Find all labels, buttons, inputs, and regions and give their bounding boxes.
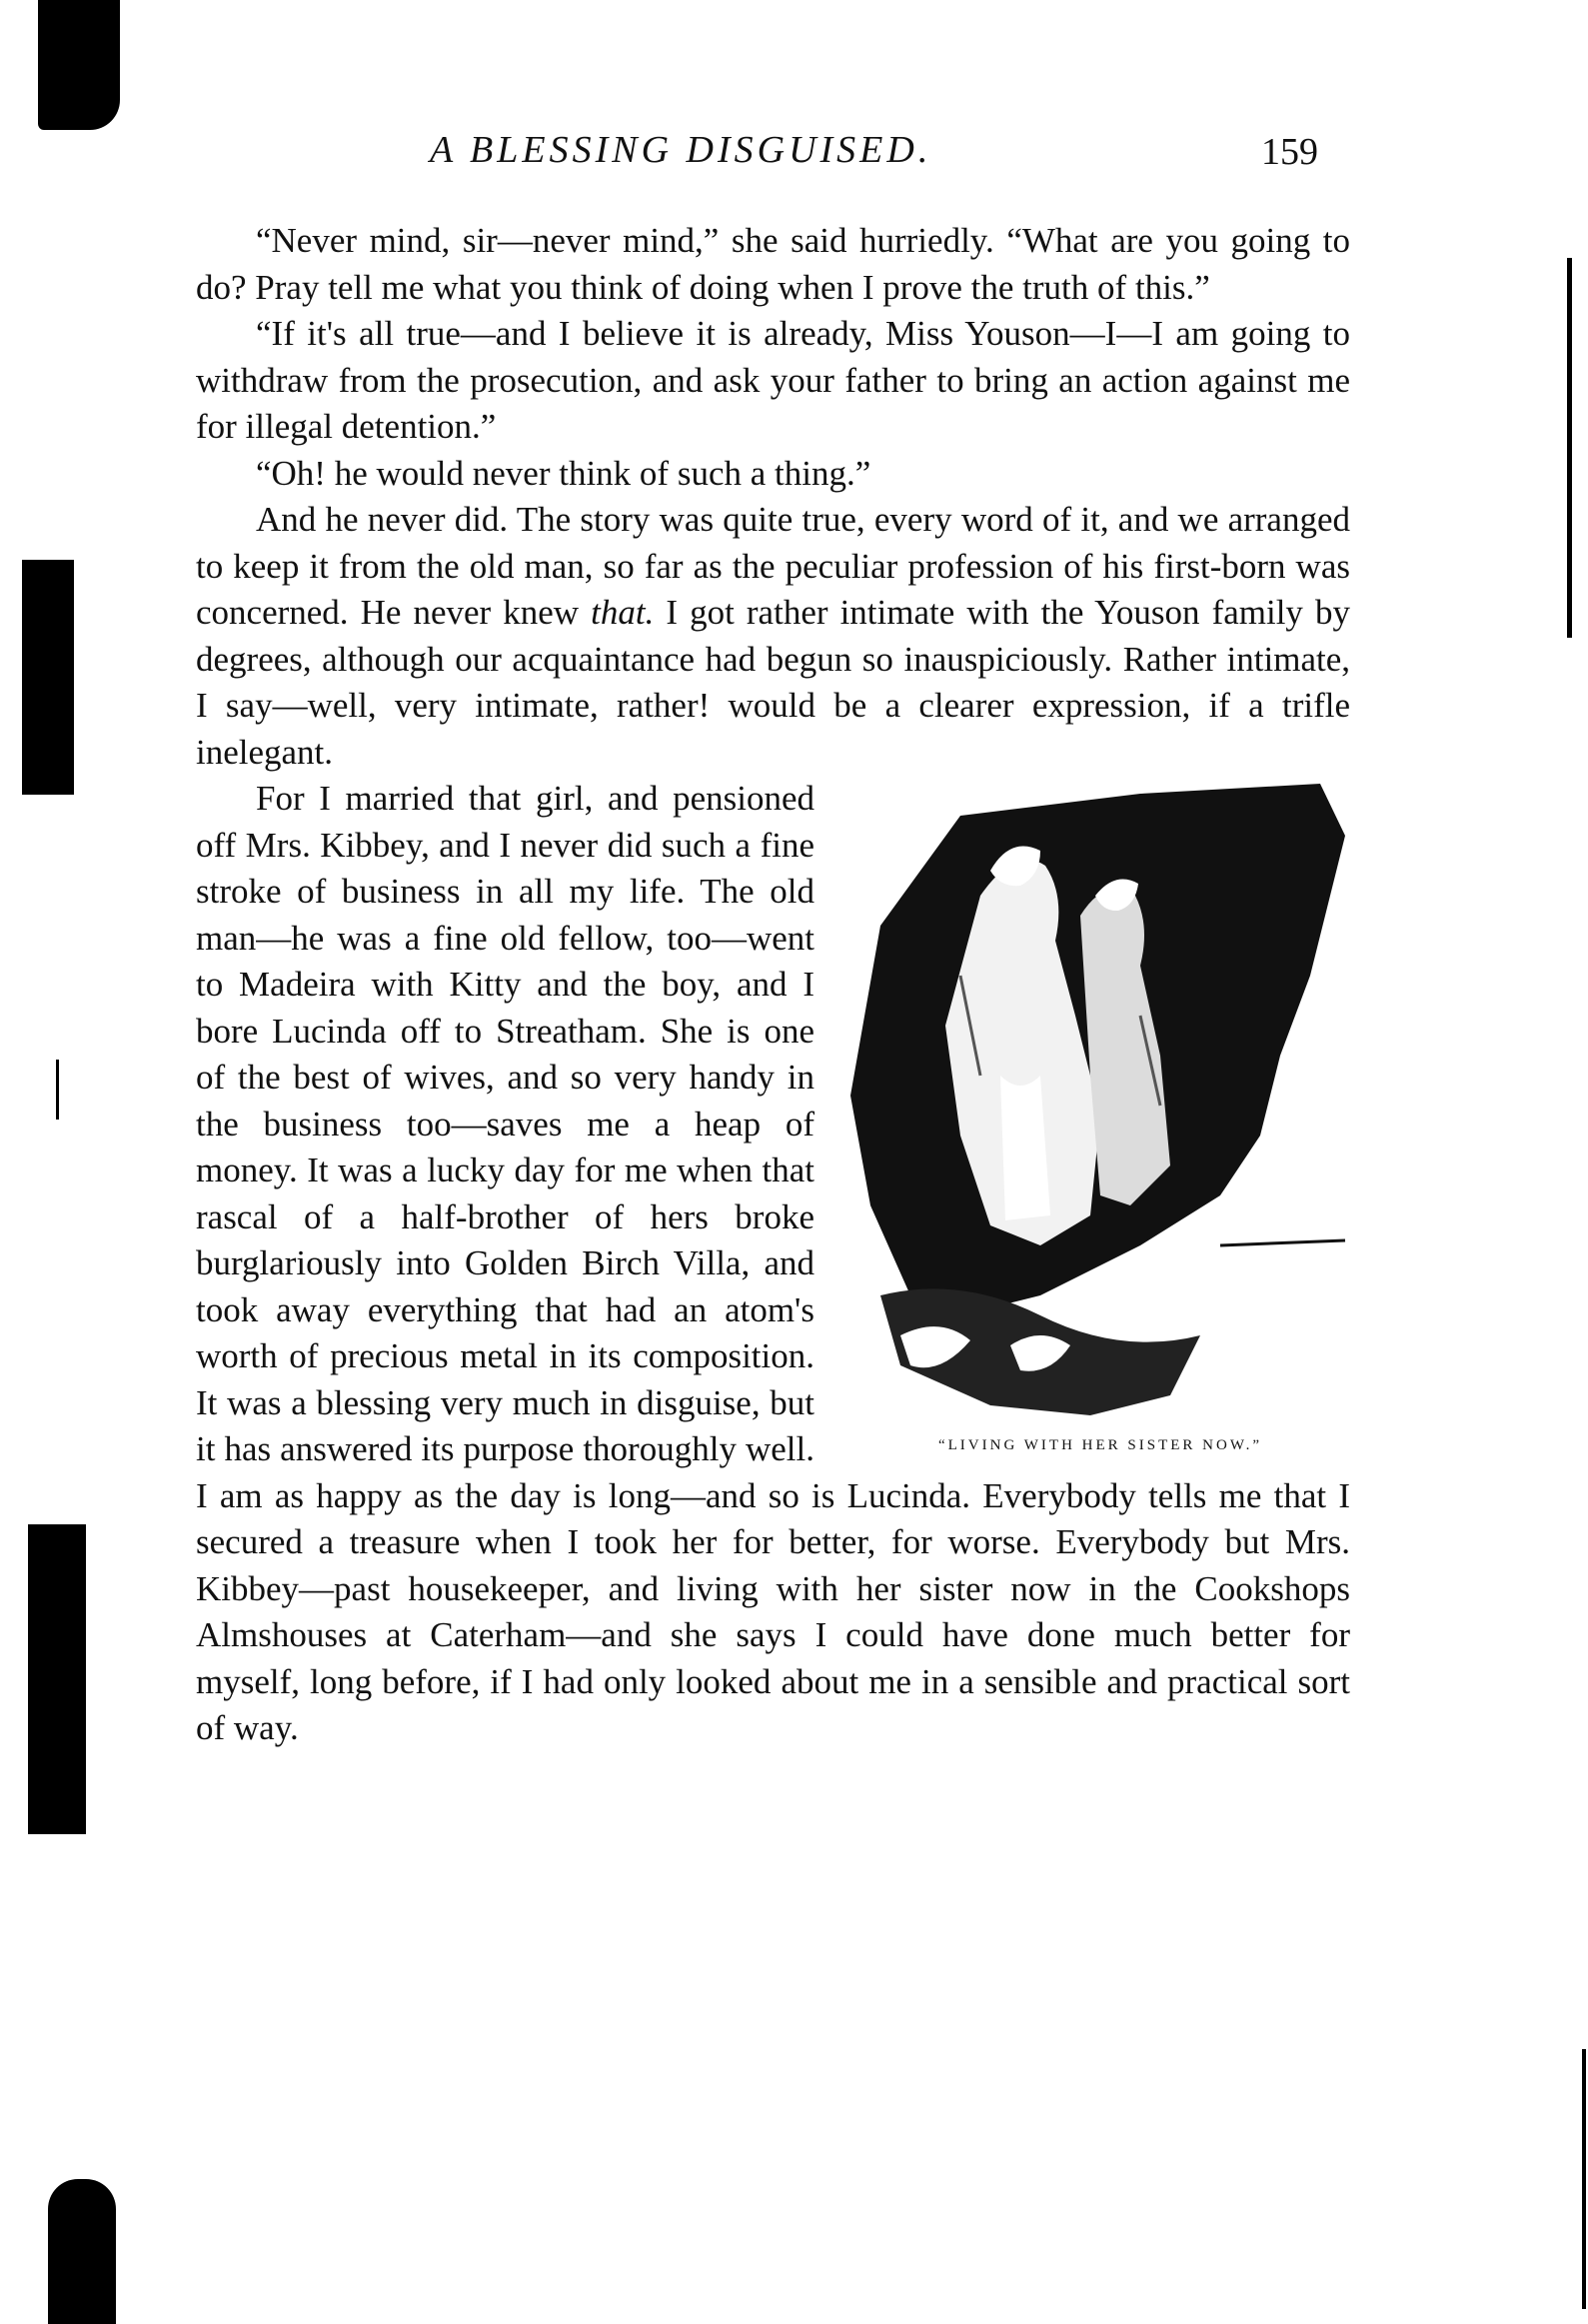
scan-edge-mark (48, 2179, 116, 2324)
running-title: A BLESSING DISGUISED. (430, 129, 932, 171)
body-text (196, 218, 1350, 1752)
scan-edge-mark (1582, 2049, 1586, 2309)
paragraph: For I married that girl, and pensioned off Mrs. Kibbey, and I never did such a fine stroke of business in all my life. The old man—he was a fine old fellow, too—went to Madeira with Kitty and the boy, and I bore Lucinda off to Streatham. She is one of the best of wives, and so very handy in the business too—saves me a heap of money. It was a lucky day for me when that rascal of a half-brother of hers broke burglariously into Golden Birch Villa, and took away everything that had an atom's worth of precious metal in its composition. It was a blessing very much in disguise, but it has answered its purpose thoroughly well. I am as happy as the day is long—and so is Lucinda. Everybody tells me that I secured a treasure when I took her for better, for worse. Everybody but Mrs. Kibbey—past housekeeper, and living with her sister now in the Cookshops Almshouses at Caterham—and she says I could have done much better for myself, long before, if I had only looked about me in a sensible and practical sort of way. (196, 779, 1350, 1747)
emphasized-word: that. (591, 593, 655, 632)
illustration-caption: “LIVING WITH HER SISTER NOW.” (937, 1437, 1263, 1453)
paragraph: “Never mind, sir—never mind,” she said hurriedly. “What are you going to do? Pray tell me what you think of doing when I prove the truth of this.” (196, 221, 1350, 307)
illustration (840, 776, 1360, 1465)
scan-edge-mark (1567, 258, 1572, 638)
page-number: 159 (1261, 131, 1318, 173)
illustration-engraving (840, 776, 1360, 1425)
scan-edge-mark (28, 1524, 86, 1834)
paragraph: “Oh! he would never think of such a thing.” (256, 453, 871, 493)
scan-edge-mark (56, 1060, 59, 1120)
paragraph: “If it's all true—and I believe it is already, Miss Youson—I—I am going to withdraw from the prosecution, and ask your father to bring an action against me for illegal detention.” (196, 314, 1350, 446)
paragraph-text: I got rather intimate with the Youson family by degrees, although our acquaintance had begun so inauspiciously. Rather intimate, I say—well, very intimate, rather! would be a clearer expression, if a trifle inelegant. (196, 593, 1350, 772)
scan-edge-mark (22, 560, 74, 795)
scan-edge-mark (38, 0, 120, 130)
page-header (0, 128, 1588, 188)
paragraph-text: And he never did. The story was quite true, every word of it, and we arranged to keep it from the old man, so far as the peculiar profession of his first-born was concerned. He never knew (196, 500, 1350, 632)
paragraph (196, 497, 1350, 776)
